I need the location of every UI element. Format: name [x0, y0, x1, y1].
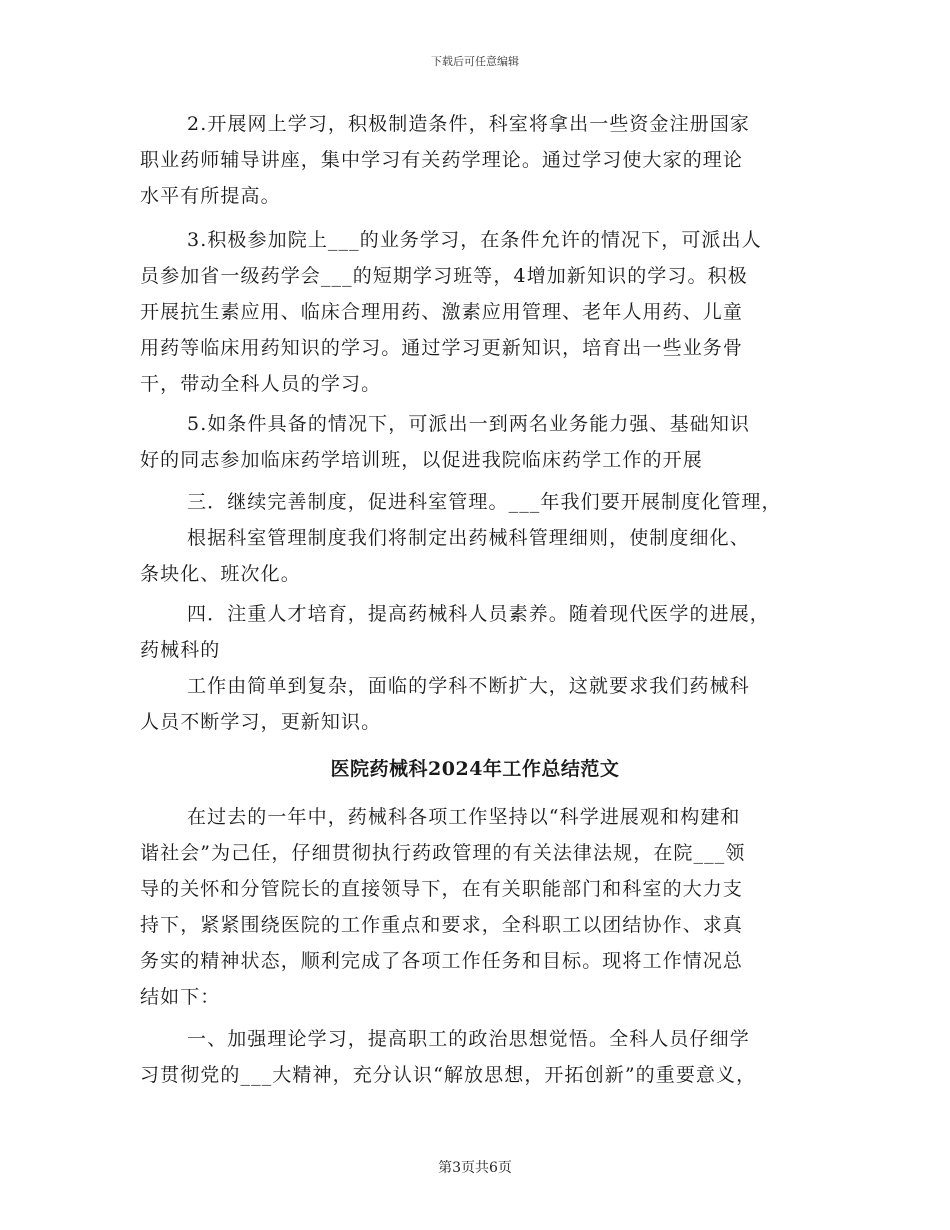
text-line: 务实的精神状态，顺利完成了各项工作任务和目标。现将工作情况总 [140, 950, 744, 972]
text-line: 水平有所提高。 [140, 185, 281, 207]
text-line: 职业药师辅导讲座，集中学习有关药学理论。通过学习使大家的理论 [140, 149, 744, 171]
text-line: 好的同志参加临床药学培训班，以促进我院临床药学工作的开展 [140, 449, 703, 471]
text-line: 药械科的 [140, 639, 221, 661]
text-line: 用药等临床用药知识的学习。通过学习更新知识，培育出一些业务骨 [140, 337, 744, 359]
text-line: 根据科室管理制度我们将制定出药械科管理细则，使制度细化、 [187, 527, 750, 549]
text-line: 工作由简单到复杂，面临的学科不断扩大，这就要求我们药械科 [187, 675, 750, 697]
text-line: 人员不断学习，更新知识。 [140, 711, 382, 733]
text-line: 谐社会”为己任，仔细贯彻执行药政管理的有关法律法规，在院___领 [140, 842, 746, 864]
text-line: 导的关怀和分管院长的直接领导下，在有关职能部门和科室的大力支 [140, 878, 744, 900]
text-line: 持下，紧紧围绕医院的工作重点和要求，全科职工以团结协作、求真 [140, 914, 744, 936]
text-line: 在过去的一年中，药械科各项工作坚持以“科学进展观和构建和 [187, 806, 741, 828]
text-line: 结如下： [140, 986, 221, 1008]
text-line: 干，带动全科人员的学习。 [140, 373, 382, 395]
text-line: 四．注重人才培育，提高药械科人员素养。随着现代医学的进展， [187, 603, 770, 625]
text-line: 三．继续完善制度，促进科室管理。___年我们要开展制度化管理， [187, 491, 782, 513]
page-footer: 第3页共6页 [438, 1160, 512, 1176]
text-line: 习贯彻党的___大精神，充分认识“解放思想，开拓创新”的重要意义， [140, 1064, 757, 1086]
page-header: 下载后可任意编辑 [431, 55, 519, 68]
text-line: 3.积极参加院上___的业务学习，在条件允许的情况下，可派出人 [187, 229, 762, 251]
text-line: 开展抗生素应用、临床合理用药、激素应用管理、老年人用药、儿童 [140, 301, 744, 323]
text-line: 5.如条件具备的情况下，可派出一到两名业务能力强、基础知识 [187, 413, 751, 435]
text-line: 2.开展网上学习，积极制造条件，科室将拿出一些资金注册国家 [187, 113, 751, 135]
section-title: 医院药械科2024年工作总结范文 [330, 758, 620, 780]
text-line: 条块化、班次化。 [140, 563, 301, 585]
text-line: 员参加省一级药学会___的短期学习班等，4增加新知识的学习。积极 [140, 265, 748, 287]
text-line: 一、加强理论学习，提高职工的政治思想觉悟。全科人员仔细学 [187, 1028, 750, 1050]
